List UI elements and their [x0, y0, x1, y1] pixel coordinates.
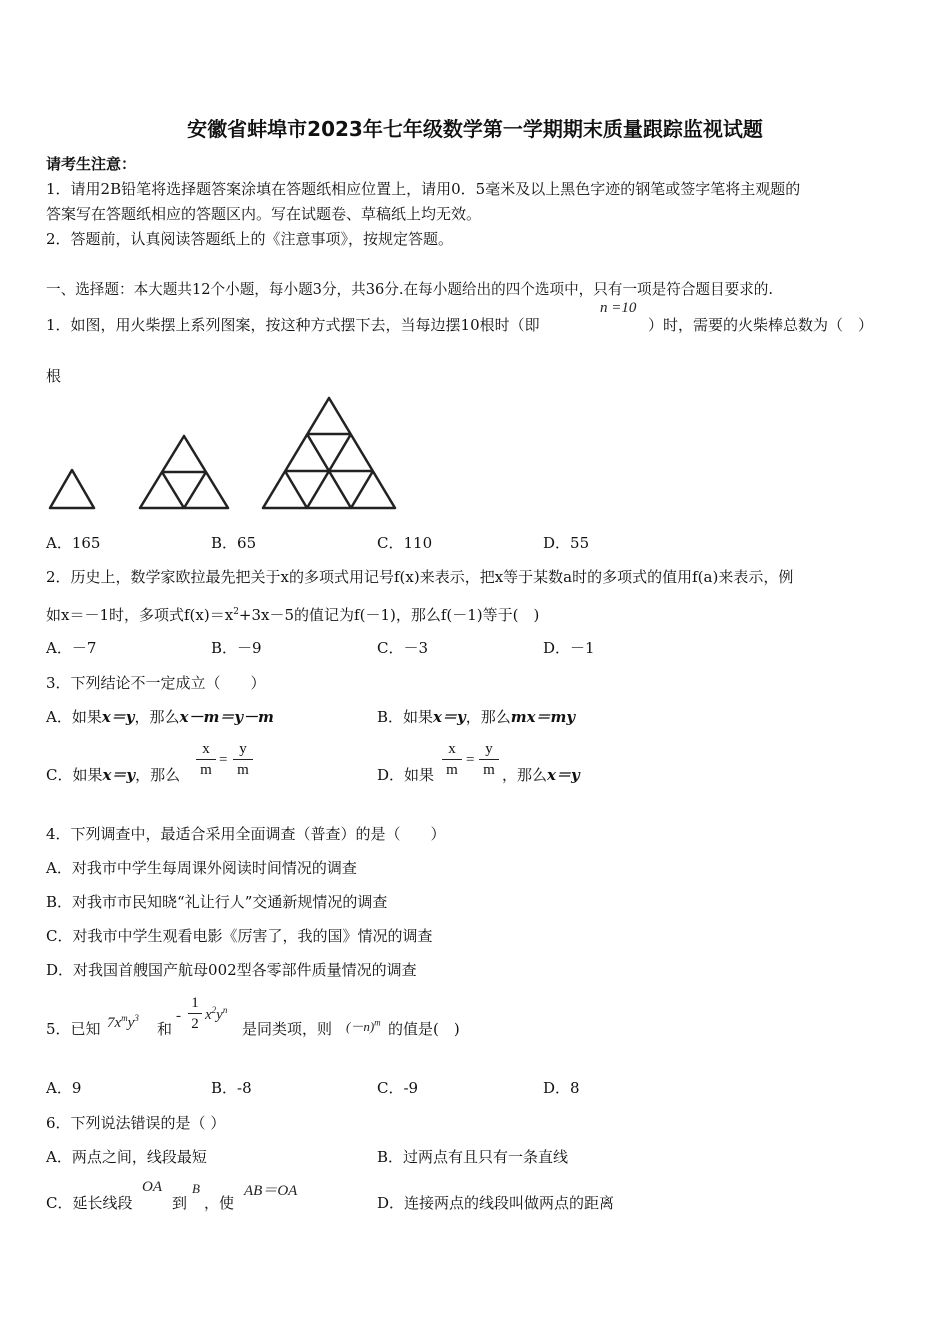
q3-a-math2: x－m＝y－m — [179, 708, 274, 726]
q5-term-2: $x^2y^n$ — [205, 1005, 228, 1023]
q2-option-a[interactable]: A．－7 — [46, 639, 97, 657]
q2-line-2 — [46, 604, 539, 625]
q4-option-c[interactable]: C．对我市中学生观看电影《厉害了，我的国》情况的调查 — [46, 927, 433, 945]
q5-and: 和 — [157, 1020, 173, 1038]
q4-option-b[interactable]: B．对我市市民知晓“礼让行人”交通新规情况的调查 — [46, 893, 388, 911]
q1-stem-a: 1．如图，用火柴摆上系列图案，按这种方式摆下去，当每边摆10根时（即 — [46, 316, 540, 334]
q1-option-c[interactable]: C．110 — [377, 534, 433, 552]
q3-d-text2: ，那么 — [502, 766, 548, 784]
q3-c-text2: ，那么 — [135, 766, 181, 784]
q3-a-math: x＝y — [101, 708, 135, 726]
q6-option-b[interactable]: B．过两点有且只有一条直线 — [377, 1148, 569, 1166]
q1-stem-c: 根 — [46, 367, 62, 385]
q2-option-d[interactable]: D．－1 — [543, 639, 595, 657]
section-heading: 一、选择题：本大题共12个小题，每小题3分，共36分.在每小题给出的四个选项中，只有一项是符合题目要求的. — [46, 281, 774, 298]
q5-half: 1 2 — [188, 994, 202, 1033]
q3-d-text: D．如果 — [377, 766, 435, 784]
q3-c-equals: = — [219, 752, 228, 768]
page-title: 安徽省蚌埠市2023年七年级数学第一学期期末质量跟踪监视试题 — [187, 117, 763, 141]
q3-d-fraction-y: y m — [479, 740, 499, 779]
q5-option-d[interactable]: D．8 — [543, 1079, 580, 1097]
q6-c-math-eq: AB＝OA — [244, 1183, 298, 1199]
q3-c-fraction-x: x m — [196, 740, 216, 779]
q1-option-b[interactable]: B．65 — [211, 534, 257, 552]
triangle-size-2 — [140, 436, 228, 508]
q5-stem-a: 5．已知 — [46, 1020, 101, 1038]
q6-option-d[interactable]: D．连接两点的线段叫做两点的距离 — [377, 1194, 615, 1212]
q6-c-to: 到 — [172, 1194, 188, 1212]
q6-stem: 6．下列说法错误的是（ ） — [46, 1114, 226, 1132]
triangle-size-3 — [263, 398, 395, 508]
q2-exponent: 2 — [233, 607, 239, 617]
q3-c-text: C．如果 — [46, 766, 103, 784]
matchstick-triangles-figure — [40, 390, 410, 520]
q4-stem: 4．下列调查中，最适合采用全面调查（普查）的是（ ） — [46, 825, 446, 843]
q6-c-math-b: B — [192, 1181, 200, 1196]
q3-c-math: x＝y — [102, 766, 136, 784]
q3-option-a[interactable] — [46, 706, 274, 727]
q3-option-b[interactable] — [377, 706, 575, 727]
q3-d-math: x＝y — [547, 766, 580, 784]
q1-stem-b: ）时，需要的火柴棒总数为（ ） — [648, 316, 874, 334]
q3-option-c[interactable] — [46, 764, 180, 785]
q5-neg: - — [176, 1008, 181, 1024]
q3-c-fraction-y: y m — [233, 740, 253, 779]
q1-stem — [46, 314, 540, 335]
q6-option-c[interactable]: C．延长线段 — [46, 1194, 133, 1212]
notice-item-1-cont: 答案写在答题纸相应的答题区内。写在试题卷、草稿纸上均无效。 — [46, 205, 482, 223]
q5-stem-b: 是同类项，则 — [242, 1020, 333, 1038]
q6-option-a[interactable]: A．两点之间，线段最短 — [46, 1148, 207, 1166]
q3-b-math: x＝y — [433, 708, 466, 726]
q1-option-d[interactable]: D．55 — [543, 534, 590, 552]
q3-b-text: B．如果 — [377, 708, 434, 726]
q3-stem: 3．下列结论不一定成立（ ） — [46, 674, 266, 692]
q2-line-1: 2．历史上，数学家欧拉最先把关于x的多项式用记号f(x)来表示，把x等于某数a时的多项式的值用f(a)来表示，例 — [46, 568, 794, 586]
q3-option-d[interactable] — [377, 764, 434, 785]
q5-stem-c: 的值是( ) — [388, 1020, 460, 1038]
notice-item-2: 2．答题前，认真阅读答题纸上的《注意事项》，按规定答题。 — [46, 230, 454, 248]
q2-line-2-b: +3x－5的值记为f(－1)，那么f(－1)等于( ) — [238, 606, 540, 624]
triangle-size-1 — [50, 470, 94, 508]
q3-d-equals: = — [466, 752, 475, 768]
q3-b-math2: mx＝my — [510, 708, 576, 726]
q2-option-b[interactable]: B．－9 — [211, 639, 262, 657]
q5-term-1: $7x^my^3$ — [107, 1013, 139, 1031]
q5-option-a[interactable]: A．9 — [46, 1079, 82, 1097]
notice-heading: 请考生注意： — [46, 155, 137, 173]
q3-b-text2: ，那么 — [465, 708, 511, 726]
q6-c-math-oa: OA — [142, 1179, 162, 1195]
q3-a-text2: ，那么 — [134, 708, 180, 726]
q2-option-c[interactable]: C．－3 — [377, 639, 429, 657]
q3-a-text: A．如果 — [46, 708, 102, 726]
q3-d-tail — [502, 764, 580, 785]
q3-d-fraction-x: x m — [442, 740, 462, 779]
q5-option-b[interactable]: B．-8 — [211, 1079, 252, 1097]
q2-line-2-a: 如x＝－1时，多项式f(x)＝x — [46, 606, 234, 624]
q4-option-a[interactable]: A．对我市中学生每周课外阅读时间情况的调查 — [46, 859, 357, 877]
q5-option-c[interactable]: C．-9 — [377, 1079, 419, 1097]
q5-term-3: $(-n)^m$ — [346, 1017, 381, 1034]
q1-option-a[interactable]: A．165 — [46, 534, 101, 552]
q1-math: n =10 — [600, 300, 637, 316]
notice-item-1: 1．请用2B铅笔将选择题答案涂填在答题纸相应位置上，请用0．5毫米及以上黑色字迹的钢笔或签字笔将主观题的 — [46, 180, 801, 198]
q6-c-make: ，使 — [204, 1194, 235, 1212]
q4-option-d[interactable]: D．对我国首艘国产航母002型各零部件质量情况的调查 — [46, 961, 417, 979]
